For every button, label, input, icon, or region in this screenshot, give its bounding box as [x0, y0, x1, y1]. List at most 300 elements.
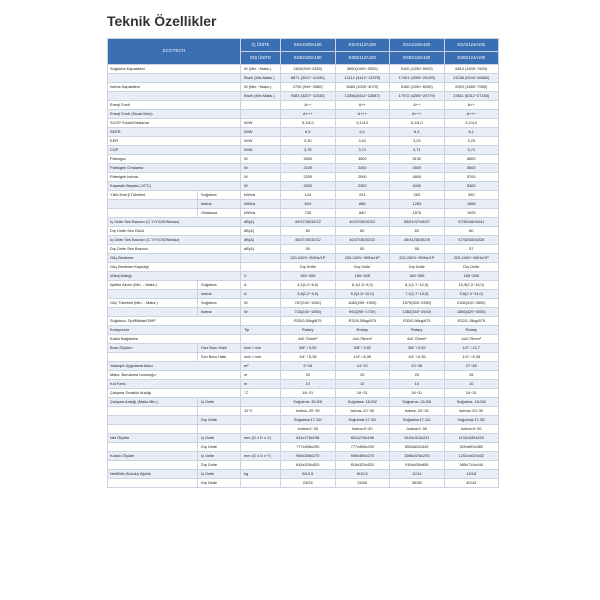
row-value-model-1: 40/37/35/32/22 — [281, 236, 336, 245]
row-label — [108, 92, 241, 101]
row-label: Kutulu Ölçüler — [108, 452, 198, 461]
table-row — [108, 290, 499, 299]
table-row — [108, 83, 499, 92]
row-label: SEER — [108, 128, 241, 137]
row-value-model-3: 8,1(1,7~12,0) — [390, 281, 445, 290]
row-value-model-4: Isıtma:-20~30 — [444, 407, 499, 416]
row-value-model-4: 10,9(2,3~13,0) — [444, 281, 499, 290]
row-value-model-4: 5500 — [444, 164, 499, 173]
row-label: Voltaj Aralığı — [108, 272, 241, 281]
row-value-model-3: 55 — [390, 245, 445, 254]
outdoor-model-2: ESB2112A100 — [335, 52, 390, 65]
row-value-model-1: 5,1/4,0 — [281, 119, 336, 128]
row-value-model-1: Soğutma:-15-53/ — [281, 398, 336, 407]
table-row — [108, 92, 499, 101]
row-value-model-3: 1263 — [390, 200, 445, 209]
row-value-model-4: 14/18 — [444, 470, 499, 479]
row-unit — [241, 335, 281, 344]
row-value-model-2: A+++ — [335, 110, 390, 119]
row-unit: kWh/a — [241, 209, 281, 218]
row-value-model-1: 60 — [281, 227, 336, 236]
row-value-model-3: 4000 — [390, 182, 445, 191]
row-value-model-2: 5,1/4,0 — [335, 119, 390, 128]
row-value-model-3: 3/8" / 9,52 — [390, 344, 445, 353]
row-value-model-1: 811x278x198 — [281, 434, 336, 443]
row-value-model-1: Isıtma:0~30 — [281, 425, 336, 434]
row-value-model-3: 20~35 — [390, 362, 445, 371]
row-label: Maks. Borulama Uzunluğu — [108, 371, 241, 380]
row-label — [108, 74, 241, 83]
row-value-model-2: Rotary — [335, 326, 390, 335]
row-value-model-3: 7,1(1,7~13,0) — [390, 290, 445, 299]
row-value-model-3: 55/51/47/43/37 — [390, 218, 445, 227]
row-value-model-4: A++ — [444, 101, 499, 110]
row-value-model-1: R32/0,55kg/675 — [281, 317, 336, 326]
row-value-model-4: Soğutma:-15-53/ — [444, 398, 499, 407]
row-unit: m — [241, 371, 281, 380]
row-unit — [241, 317, 281, 326]
row-value-model-2: 40/37/35/32/22 — [335, 218, 390, 227]
row-value-model-3: 5100 — [390, 155, 445, 164]
row-unit: Btu/h (Min.Maks.) — [241, 92, 281, 101]
row-value-model-3: 1575 — [390, 209, 445, 218]
row-value-model-2: 10 — [335, 380, 390, 389]
row-value-model-3: 17572 (4265~20779) — [390, 92, 445, 101]
row-value-model-2: R32/0,55kg/675 — [335, 317, 390, 326]
row-value-model-3: 1/4" / 6,35 — [390, 353, 445, 362]
row-value-model-2: 25 — [335, 371, 390, 380]
row-value-model-3: 853x602x349 — [390, 443, 445, 452]
table-row — [108, 371, 499, 380]
row-value-model-4: 6,1 — [444, 128, 499, 137]
row-value-model-4: 9,6(2,3~14,0) — [444, 290, 499, 299]
row-value-model-1: 144 — [281, 191, 336, 200]
row-value-model-4: 60 — [444, 227, 499, 236]
table-row — [108, 407, 499, 416]
row-label — [108, 308, 198, 317]
row-value-model-4: 57 — [444, 245, 499, 254]
row-label: Dış Ünite Ses Basıncı — [108, 245, 241, 254]
row-value-model-1: 1/4" / 6,35 — [281, 353, 336, 362]
row-value-model-2: 2400 — [335, 164, 390, 173]
row-value-model-4: 10 — [444, 380, 499, 389]
row-value-model-3: 3,71 — [390, 146, 445, 155]
row-value-model-2: 2300 — [335, 182, 390, 191]
row-value-model-3: Isıtma:0~30 — [390, 425, 445, 434]
row-value-model-1: Dış Ünite — [281, 263, 336, 272]
row-value-model-2: 3,71 — [335, 146, 390, 155]
row-value-model-4: 1565 — [444, 200, 499, 209]
row-sublabel: İç Ünite — [198, 470, 241, 479]
row-value-model-4: 27~45 — [444, 362, 499, 371]
row-value-model-2: 1180(290~1500) — [335, 299, 390, 308]
row-value-model-1: 4x0.75mm² — [281, 335, 336, 344]
row-value-model-2: 3680 (1000~4070) — [335, 83, 390, 92]
row-label: Güç Besleme — [108, 254, 241, 263]
table-row — [108, 227, 499, 236]
row-label: İç Ünite Ses Basıncı (C.Y/Y/O/D/Sessiz) — [108, 236, 241, 245]
row-value-model-3: 283 — [390, 191, 445, 200]
row-value-model-3: R32/0,96kg/675 — [390, 317, 445, 326]
row-label: Çalışma Sıcaklık Aralığı — [108, 389, 241, 398]
row-value-model-3: 4x0.75mm² — [390, 335, 445, 344]
row-value-model-3: 5150 (1250~6090) — [390, 83, 445, 92]
row-label — [108, 443, 198, 452]
table-row — [108, 353, 499, 362]
row-unit: W/W — [241, 119, 281, 128]
table-row — [108, 416, 499, 425]
row-sublabel: İç Ünite — [198, 398, 241, 407]
header-row-indoor — [108, 39, 499, 52]
row-label: Dış Ünite Ses Gücü — [108, 227, 241, 236]
row-value-model-1: 16~31 — [281, 389, 336, 398]
row-unit: W/W — [241, 146, 281, 155]
row-value-model-2: 3550(1000~3920) — [335, 65, 390, 74]
page-title: Teknik Özellikler — [107, 13, 217, 29]
row-value-model-3: Isıtma:-20~30 — [390, 407, 445, 416]
row-unit: m² — [241, 362, 281, 371]
table-row — [108, 110, 499, 119]
row-sublabel: Isıtma — [198, 200, 241, 209]
row-value-model-3: 1382(340~2540) — [390, 308, 445, 317]
row-value-model-2: 905x355x270 — [335, 452, 390, 461]
row-value-model-1: 25 — [281, 371, 336, 380]
row-value-model-4: 1/4" / 6,35 — [444, 353, 499, 362]
outdoor-model-4: ESB2124A100 — [444, 52, 499, 65]
row-value-model-4: 16~31 — [444, 389, 499, 398]
row-label: EER — [108, 137, 241, 146]
row-value-model-2: 3/8" / 9,52 — [335, 344, 390, 353]
row-unit — [241, 479, 281, 488]
row-value-model-1: 220-240V~/50Hz/1P — [281, 254, 336, 263]
row-value-model-1: 50 — [281, 245, 336, 254]
row-label: SCOP Sıcak/Ortalama — [108, 119, 241, 128]
row-label: Pdesignh Ortalama — [108, 164, 241, 173]
row-label — [108, 200, 198, 209]
row-unit: kg — [241, 470, 281, 479]
row-value-model-3: 915x405x655 — [390, 461, 445, 470]
row-value-model-4: 1/2" / 12,7 — [444, 344, 499, 353]
table-row — [108, 299, 499, 308]
table-row — [108, 65, 499, 74]
row-value-model-2: 12556(3412~13887) — [335, 92, 390, 101]
row-sublabel: Soğutma — [198, 281, 241, 290]
row-value-model-4: 40/43 — [444, 479, 499, 488]
row-unit: W — [241, 308, 281, 317]
row-value-model-1: 905x355x270 — [281, 452, 336, 461]
row-sublabel: Dış Ünite — [198, 479, 241, 488]
row-value-model-2: 2500 — [335, 173, 390, 182]
row-unit: A — [241, 281, 281, 290]
row-value-model-3: 165~265 — [390, 272, 445, 281]
row-value-model-4: 4x0.75mm² — [444, 335, 499, 344]
row-value-model-4: 3,23 — [444, 137, 499, 146]
row-value-model-1: 6,3 — [281, 128, 336, 137]
row-value-model-1: 787(240~1050) — [281, 299, 336, 308]
table-row — [108, 461, 499, 470]
row-label: Pdesignh Isıtma — [108, 173, 241, 182]
row-value-model-4: 6810 (1830~7820) — [444, 65, 499, 74]
row-label: Kapasite Beyanı(-10°C) — [108, 182, 241, 191]
row-sublabel: İç Ünite — [198, 434, 241, 443]
row-value-model-4: A+++ — [444, 110, 499, 119]
row-value-model-2: Isıtma:0~30 — [335, 425, 390, 434]
row-label: Çalışma Aralığı (Maks.Min.) — [108, 398, 198, 407]
row-value-model-4: 5700 — [444, 173, 499, 182]
row-unit: kWh/a — [241, 200, 281, 209]
row-value-model-1: 2600(940~3350) — [281, 65, 336, 74]
table-row — [108, 470, 499, 479]
table-row — [108, 380, 499, 389]
row-sublabel: Soğutma — [198, 299, 241, 308]
row-unit: mm (G x D x Y) — [241, 434, 281, 443]
row-value-model-1: 3,8(1,2~9,0) — [281, 290, 336, 299]
outdoor-model-3: ESB2118A100 — [390, 52, 445, 65]
row-label: Isıtma Kapasitesi — [108, 83, 241, 92]
row-unit — [241, 443, 281, 452]
row-label: Soğutma Kapasitesi — [108, 65, 241, 74]
table-row — [108, 245, 499, 254]
row-unit: m — [241, 380, 281, 389]
row-label: Kot Farkı — [108, 380, 241, 389]
row-label: Yıllık Enerji Tüketimi — [108, 191, 198, 200]
table-row — [108, 434, 499, 443]
table-row — [108, 479, 499, 488]
indoor-model-1: ESA2109A100 — [281, 39, 336, 52]
row-label: Boru Ölçüleri — [108, 344, 198, 353]
row-sublabel: Soğutma — [198, 191, 241, 200]
row-value-model-4: Rotary — [444, 326, 499, 335]
row-label — [108, 461, 198, 470]
row-value-model-2: 3,01 — [335, 137, 390, 146]
row-value-model-1: 3,75 — [281, 146, 336, 155]
row-value-model-4: Soğutma:17-32/ — [444, 416, 499, 425]
row-value-model-3: Soğutma:-15-53/ — [390, 398, 445, 407]
row-value-model-3: 4600 — [390, 173, 445, 182]
row-value-model-2: 4x0.75mm² — [335, 335, 390, 344]
row-value-model-4: 1202x402x302 — [444, 452, 499, 461]
row-unit: W/W — [241, 128, 281, 137]
row-label — [108, 209, 198, 218]
row-value-model-3: 3,23 — [390, 137, 445, 146]
row-unit: dB(A) — [241, 218, 281, 227]
row-label: Güç Besleme Kaynağı — [108, 263, 241, 272]
table-row — [108, 209, 499, 218]
row-value-model-4: 965x710x440 — [444, 461, 499, 470]
row-value-model-3: Rotary — [390, 326, 445, 335]
row-value-model-1: 2750 (940~3580) — [281, 83, 336, 92]
row-value-model-1: Isıtma:-20~30 — [281, 407, 336, 416]
table-row — [108, 452, 499, 461]
row-value-model-3: A+++ — [390, 110, 445, 119]
row-label: Güç Tüketimi (Min. - Maks.) — [108, 299, 198, 308]
row-value-model-4: 25 — [444, 371, 499, 380]
row-value-model-3: 10 — [390, 380, 445, 389]
row-value-model-2: A++ — [335, 101, 390, 110]
row-unit — [241, 101, 281, 110]
row-label: Pdesignc — [108, 155, 241, 164]
row-value-model-2: 24/26 — [335, 479, 390, 488]
row-value-model-3: Dış Ünite — [390, 263, 445, 272]
row-value-model-2: Isıtma:-20~30 — [335, 407, 390, 416]
row-value-model-4: 6920 (1850~7960) — [444, 83, 499, 92]
row-value-model-1: 9383 (3207~11533) — [281, 92, 336, 101]
table-row — [108, 200, 499, 209]
row-value-model-2: 686 — [335, 200, 390, 209]
row-unit: W — [241, 155, 281, 164]
table-row — [108, 146, 499, 155]
row-unit — [241, 461, 281, 470]
row-value-model-2: Soğutma:17-32/ — [335, 416, 390, 425]
row-sublabel — [198, 407, 241, 416]
row-unit: dB(A) — [241, 245, 281, 254]
row-unit: 10°C — [241, 407, 281, 416]
row-label — [108, 416, 198, 425]
row-value-model-4: 1866(420~3000) — [444, 308, 499, 317]
row-label — [108, 425, 198, 434]
table-row — [108, 425, 499, 434]
row-unit: W — [241, 299, 281, 308]
table-row — [108, 308, 499, 317]
row-value-model-4: 6800 — [444, 155, 499, 164]
row-value-model-4: 57/52/48/44/41 — [444, 218, 499, 227]
row-sublabel: Dış Ünite — [198, 461, 241, 470]
row-value-model-1: 165~265 — [281, 272, 336, 281]
row-unit — [241, 254, 281, 263]
indoor-model-2: ESA2112A100 — [335, 39, 390, 52]
row-label — [108, 479, 198, 488]
row-label: Enerji Sınıfı — [108, 101, 241, 110]
row-value-model-3: 5100 (1250~5920) — [390, 65, 445, 74]
row-value-model-3: 4500 — [390, 164, 445, 173]
row-value-model-2: 60 — [335, 227, 390, 236]
row-label — [108, 290, 198, 299]
row-label: Yaklaşık Uygulama Alanı — [108, 362, 241, 371]
table-row — [108, 362, 499, 371]
row-value-model-1: 735 — [281, 209, 336, 218]
row-value-model-3: 60 — [390, 227, 445, 236]
table-row — [108, 119, 499, 128]
row-value-model-2: 3500 — [335, 155, 390, 164]
row-value-model-3: Soğutma:17-32/ — [390, 416, 445, 425]
row-value-model-1: 777x498x290 — [281, 443, 336, 452]
row-label: Kompresör — [108, 326, 241, 335]
row-unit — [241, 398, 281, 407]
table-row — [108, 335, 499, 344]
row-value-model-2: 992(290~1720) — [335, 308, 390, 317]
row-label: Soğutucu Tipi/Miktar/GWP — [108, 317, 241, 326]
row-value-model-2: Soğutma:-15-53/ — [335, 398, 390, 407]
row-unit: Inch / mm — [241, 344, 281, 353]
row-value-model-1: 2000 — [281, 182, 336, 191]
row-value-model-2: Dış Ünite — [335, 263, 390, 272]
row-unit — [241, 425, 281, 434]
row-unit — [241, 416, 281, 425]
row-value-model-1: 8871 (3207~11430) — [281, 74, 336, 83]
row-value-model-2: 50 — [335, 245, 390, 254]
table-row — [108, 182, 499, 191]
row-value-model-4: Dış Ünite — [444, 263, 499, 272]
row-value-model-3: 11/14 — [390, 470, 445, 479]
row-value-model-4: 47/42/38/34/28 — [444, 236, 499, 245]
table-row — [108, 101, 499, 110]
row-sublabel — [198, 425, 241, 434]
table-row — [108, 74, 499, 83]
row-unit: W — [241, 182, 281, 191]
row-value-model-1: Rotary — [281, 326, 336, 335]
row-unit: W — [241, 164, 281, 173]
row-value-model-1: 40/37/35/32/22 — [281, 218, 336, 227]
row-unit: dB(A) — [241, 227, 281, 236]
row-value-model-2: 818x325x520 — [335, 461, 390, 470]
table-row — [108, 254, 499, 263]
row-value-model-2: 6,1 — [335, 128, 390, 137]
row-label: COP — [108, 146, 241, 155]
row-value-model-1: 2200 — [281, 173, 336, 182]
table-row — [108, 344, 499, 353]
row-value-model-2: 5,2(1,5~10,0) — [335, 290, 390, 299]
row-value-model-3: 6,3 — [390, 128, 445, 137]
row-label: Enerji Sınıfı (Sıcak İklim) — [108, 110, 241, 119]
row-value-model-3: 1579(330~2350) — [390, 299, 445, 308]
row-value-model-1: 10 — [281, 380, 336, 389]
row-value-model-2: 201 — [335, 191, 390, 200]
row-value-model-2: 777x498x290 — [335, 443, 390, 452]
row-value-model-1: 3/8" / 9,52 — [281, 344, 336, 353]
spec-table — [107, 38, 499, 488]
table-row — [108, 317, 499, 326]
row-unit: W — [241, 173, 281, 182]
row-label: İç Ünite Ses Basıncı (C.Y/Y/O/D/Sessiz) — [108, 218, 241, 227]
row-value-model-3: 25 — [390, 371, 445, 380]
row-value-model-2: 8/10,5 — [335, 470, 390, 479]
outdoor-model-1: ESB2109A100 — [281, 52, 336, 65]
row-sublabel: Dış Ünite — [198, 443, 241, 452]
row-value-model-3: 45/41/38/35/28 — [390, 236, 445, 245]
row-value-model-4: 23611 (6312~27160) — [444, 92, 499, 101]
row-sublabel: Dış Ünite — [198, 416, 241, 425]
row-value-model-1: A++ — [281, 101, 336, 110]
row-unit — [241, 110, 281, 119]
row-value-model-3: 16~31 — [390, 389, 445, 398]
row-value-model-1: 604 — [281, 200, 336, 209]
row-label: İşletim Akımı (Min. - Maks.) — [108, 281, 198, 290]
row-value-model-3: 17401 (4265~20199) — [390, 74, 445, 83]
row-sublabel: Ortalama — [198, 209, 241, 218]
table-row — [108, 263, 499, 272]
table-row — [108, 389, 499, 398]
row-value-model-4: 23236 (6244~26682) — [444, 74, 499, 83]
row-sublabel: İç Ünite — [198, 452, 241, 461]
row-unit: W (Min.~Maks.) — [241, 83, 281, 92]
row-value-model-2: 220-240V~/50Hz/1P — [335, 254, 390, 263]
row-value-model-1: 3,30 — [281, 137, 336, 146]
row-value-model-4: 1132x333x229 — [444, 434, 499, 443]
table-row — [108, 218, 499, 227]
outdoor-unit-label: DIŞ ÜNİTE — [241, 52, 281, 65]
row-value-model-4: 220-240V~/50Hz/1P — [444, 254, 499, 263]
row-value-model-2: 1/4" / 6,35 — [335, 353, 390, 362]
row-value-model-1: 4,1(1,2~8,0) — [281, 281, 336, 290]
brand-cell: ECOTECH — [108, 39, 241, 65]
row-value-model-3: A++ — [390, 101, 445, 110]
table-row — [108, 137, 499, 146]
row-unit: kWh/a — [241, 191, 281, 200]
indoor-model-3: ESA2118A100 — [390, 39, 445, 52]
row-value-model-1: 2600 — [281, 155, 336, 164]
row-label: Kablo Bağlantısı — [108, 335, 241, 344]
table-row — [108, 236, 499, 245]
